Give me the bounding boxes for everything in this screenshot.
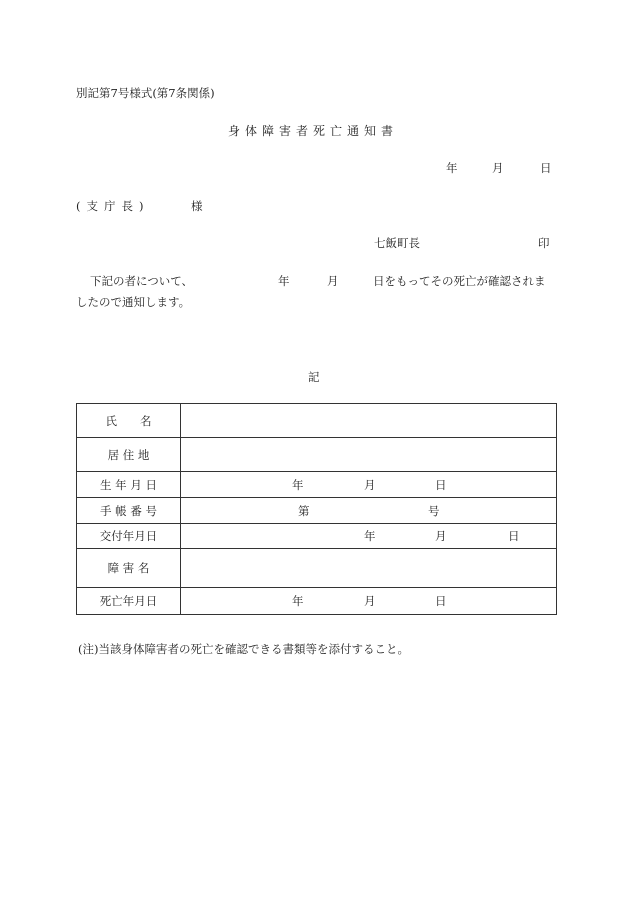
table-row-address	[77, 438, 557, 472]
table-row-name	[77, 404, 557, 438]
value-birthdate[interactable]	[181, 472, 557, 498]
birthdate-day-label: 日	[435, 477, 447, 492]
value-disability[interactable]	[181, 549, 557, 588]
value-issue-date[interactable]	[181, 524, 557, 549]
label-death-date: 死亡年月日	[77, 588, 181, 615]
attachment-note: (注)当該身体障害者の死亡を確認できる書類等を添付すること。	[78, 642, 409, 656]
death-month-label: 月	[364, 594, 376, 608]
handbook-suffix: 号	[428, 503, 440, 518]
body-line2: したので通知します。	[76, 295, 191, 309]
label-address: 居 住 地	[77, 438, 181, 472]
death-year-label: 年	[292, 594, 304, 608]
value-death-date[interactable]	[181, 588, 557, 615]
seal-mark: 印	[538, 236, 550, 250]
death-day-label: 日	[435, 594, 447, 608]
date-day-label: 日	[540, 161, 552, 175]
table-row-death-date	[77, 588, 557, 615]
label-handbook-number: 手 帳 番 号	[77, 498, 181, 524]
date-year-label: 年	[446, 161, 458, 175]
body-line1-start: 下記の者について、	[90, 274, 194, 288]
value-handbook-number[interactable]	[181, 498, 557, 524]
issue-year-label: 年	[364, 529, 376, 543]
issue-day-label: 日	[508, 529, 520, 543]
table-row-issue-date	[77, 524, 557, 549]
body-line1-end: 日をもってその死亡が確認されま	[373, 274, 546, 288]
info-table	[76, 403, 557, 615]
body-month-label: 月	[327, 274, 339, 288]
addressee-office: (支庁長)	[76, 199, 150, 213]
label-issue-date: 交付年月日	[77, 524, 181, 549]
table-row-handbook	[77, 498, 557, 524]
body-year-label: 年	[278, 274, 290, 288]
label-name: 氏 名	[77, 404, 181, 438]
value-address[interactable]	[181, 438, 557, 472]
birthdate-year-label: 年	[292, 477, 304, 492]
addressee-honorific: 様	[191, 199, 203, 213]
handbook-prefix: 第	[298, 503, 310, 518]
table-row-birthdate	[77, 472, 557, 498]
form-number: 別記第7号様式(第7条関係)	[76, 86, 215, 100]
date-month-label: 月	[492, 161, 504, 175]
birthdate-month-label: 月	[364, 477, 376, 492]
table-row-disability	[77, 549, 557, 588]
label-disability: 障 害 名	[77, 549, 181, 588]
ki-heading: 記	[308, 370, 320, 384]
sender-name: 七飯町長	[374, 236, 420, 250]
value-name[interactable]	[181, 404, 557, 438]
issue-month-label: 月	[435, 529, 447, 543]
document-title: 身体障害者死亡通知書	[228, 124, 399, 138]
label-birthdate: 生 年 月 日	[77, 472, 181, 498]
